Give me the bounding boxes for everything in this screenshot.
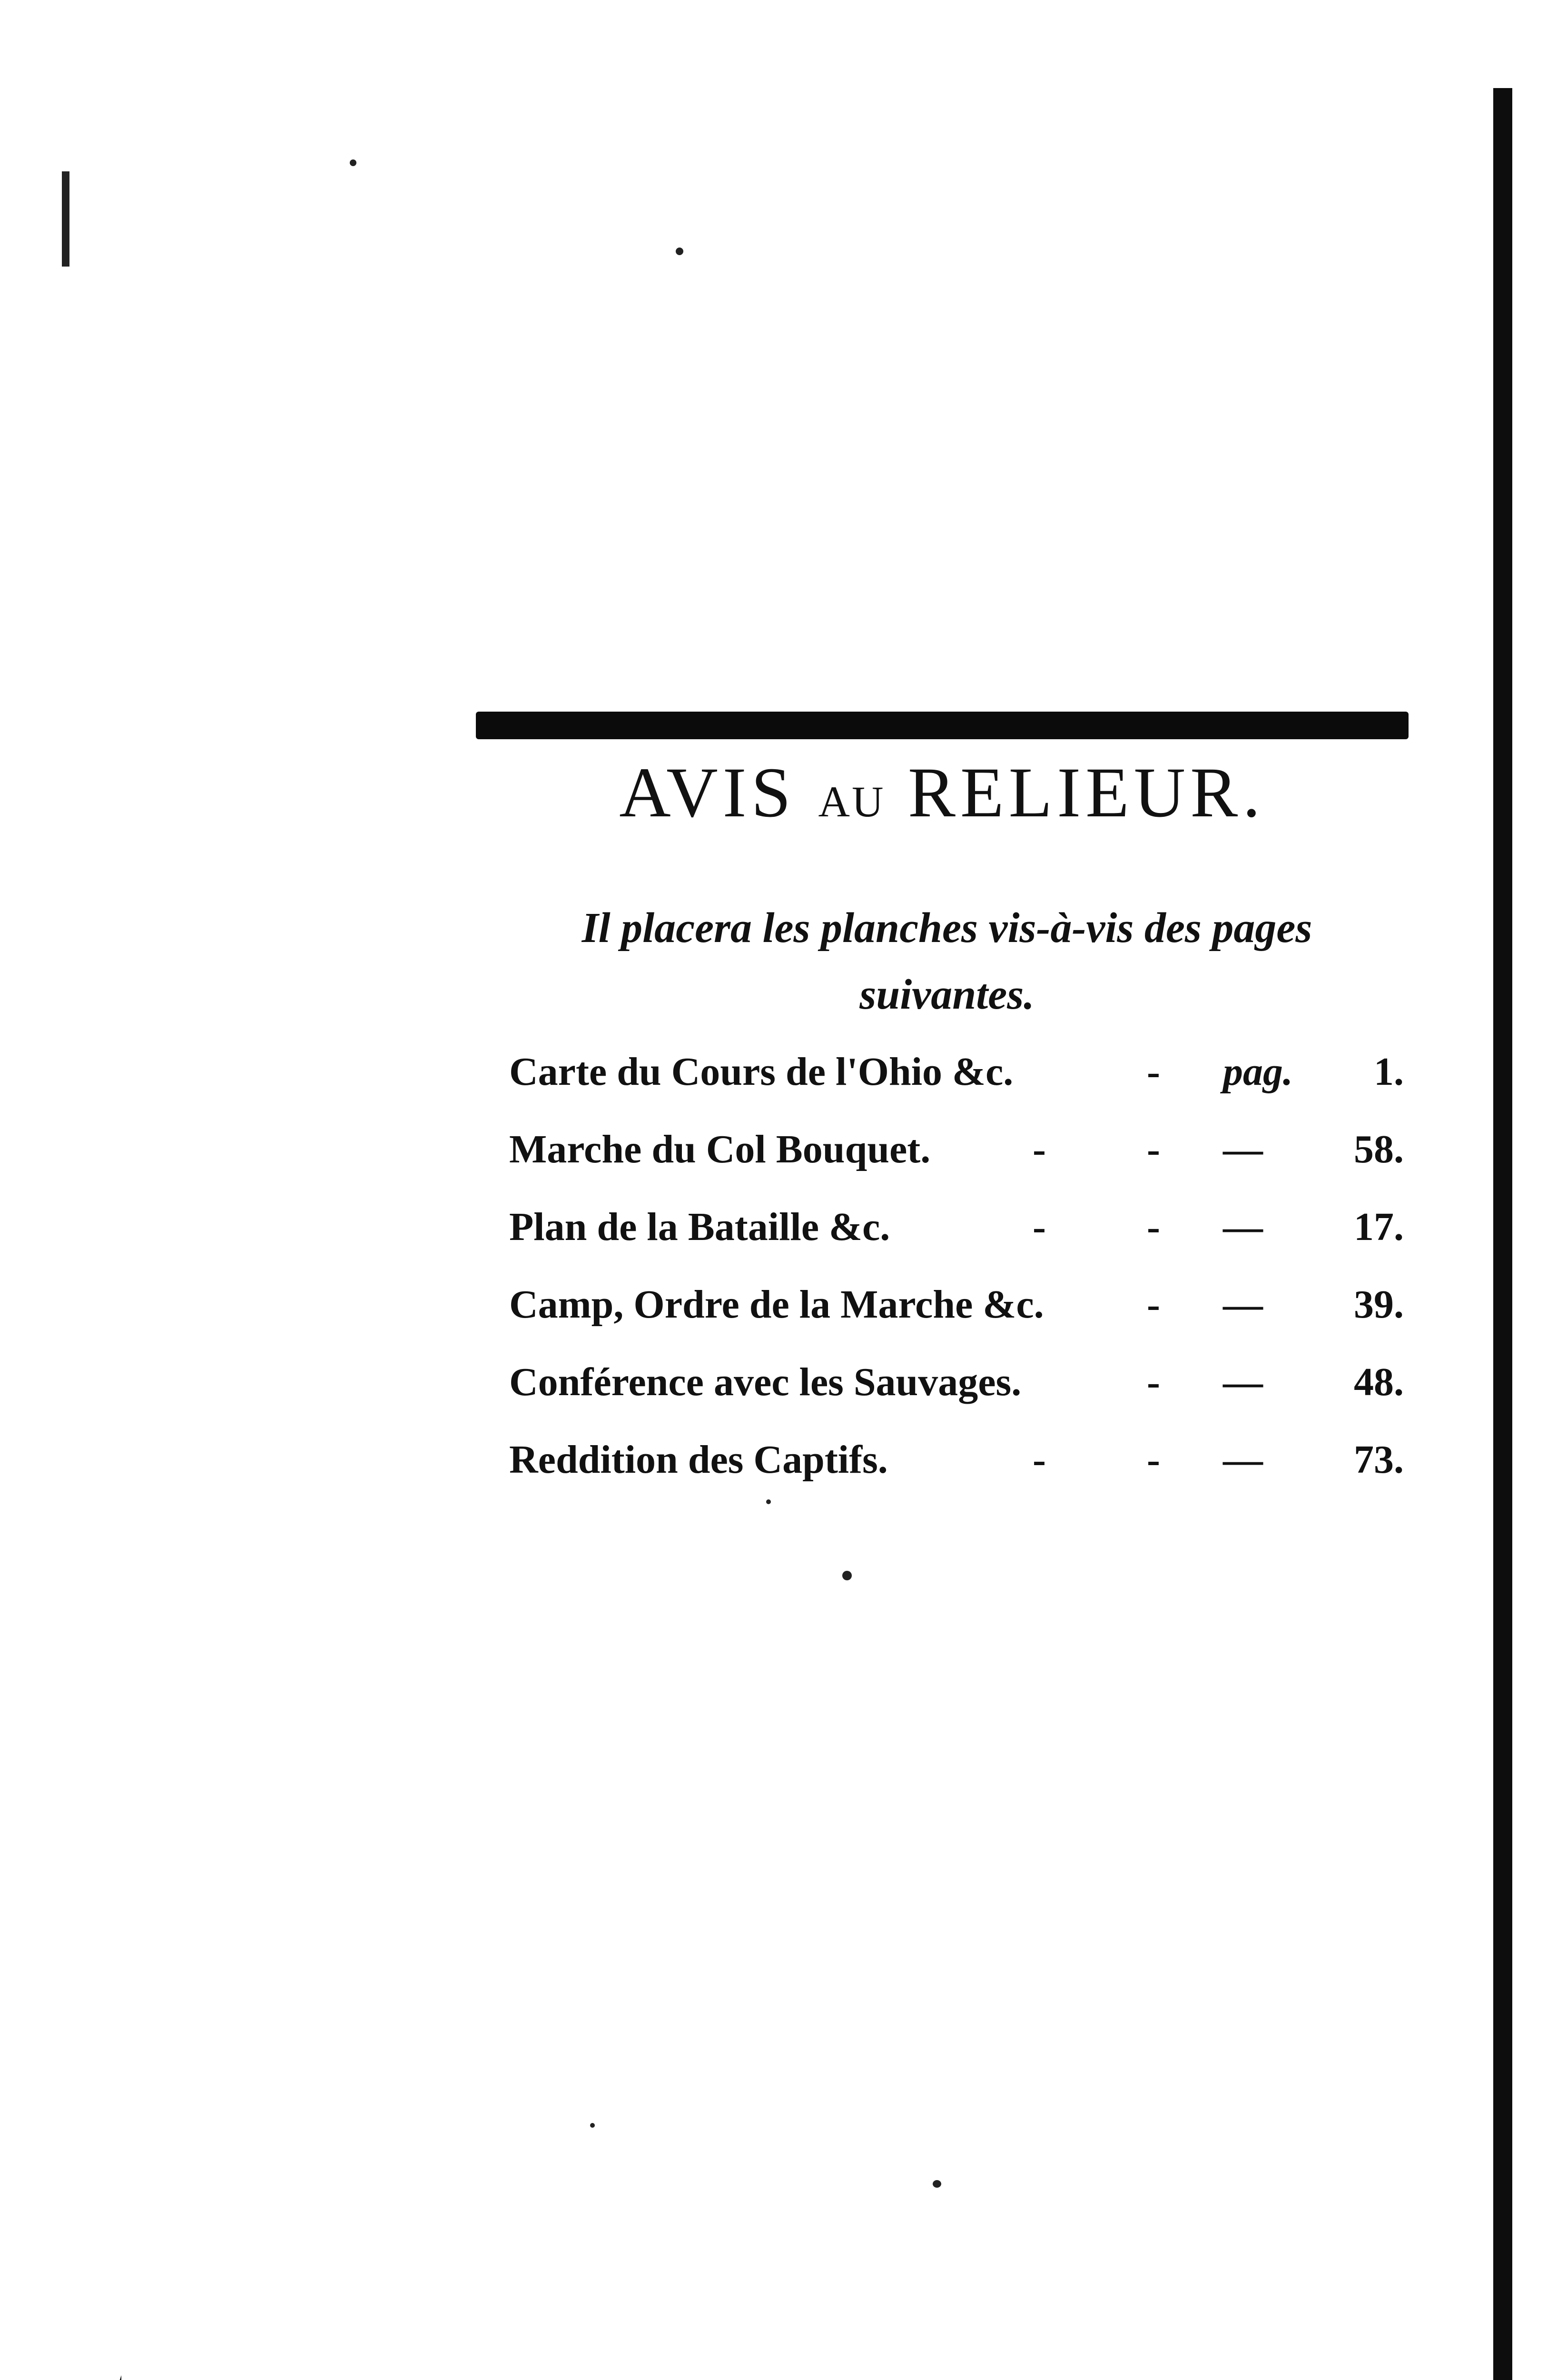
paper-speck [590, 2123, 595, 2128]
plate-dot: - [1033, 1205, 1046, 1249]
paper-speck [766, 1499, 771, 1504]
plate-page-ref: — [1223, 1127, 1263, 1171]
plate-title: Reddition des Captifs. [509, 1438, 888, 1482]
paper-speck [842, 1571, 852, 1580]
plate-dot: - [1033, 1127, 1046, 1171]
plate-title: Carte du Cours de l'Ohio &c. [509, 1050, 1014, 1094]
plate-title: Plan de la Bataille &c. [509, 1205, 890, 1249]
plate-page-number: 48. [1354, 1360, 1404, 1404]
plate-page-number: 17. [1354, 1205, 1404, 1249]
title-word-au: AU [818, 777, 886, 826]
page-title [476, 753, 1409, 832]
paper-speck [933, 2180, 941, 2188]
plate-page-ref: — [1223, 1438, 1263, 1482]
margin-ink-mark [62, 171, 69, 267]
plate-row [509, 1188, 1404, 1266]
binder-instruction [495, 895, 1399, 1028]
plate-page-number: 73. [1354, 1438, 1404, 1482]
plate-row [509, 1343, 1404, 1421]
instruction-line-2: suivantes. [859, 971, 1035, 1018]
plate-title: Marche du Col Bouquet. [509, 1127, 931, 1171]
plate-dot: - [1033, 1438, 1046, 1482]
title-word-relieur: RELIEUR. [907, 753, 1265, 832]
plate-page-ref: — [1223, 1360, 1263, 1404]
plate-page-number: 58. [1354, 1127, 1404, 1171]
title-word-avis: AVIS [619, 753, 796, 832]
plate-page-ref: — [1223, 1205, 1263, 1249]
plate-row [509, 1111, 1404, 1188]
plate-dot: - [1147, 1205, 1160, 1249]
plate-list [509, 1033, 1404, 1498]
plate-dot: - [1147, 1127, 1160, 1171]
paper-speck [676, 248, 683, 255]
plate-dot: - [1147, 1282, 1160, 1327]
plate-title: Conférence avec les Sauvages. [509, 1360, 1022, 1404]
plate-title: Camp, Ordre de la Marche &c. [509, 1282, 1044, 1327]
plate-dot: - [1147, 1050, 1160, 1094]
plate-dot: - [1147, 1438, 1160, 1482]
margin-ink-corner [83, 2375, 121, 2380]
instruction-line-1: Il placera les planches vis-à-vis des pages [581, 904, 1312, 952]
plate-row [509, 1033, 1404, 1111]
binding-edge-rule [1493, 88, 1512, 2380]
plate-page-number: 39. [1354, 1282, 1404, 1327]
plate-page-ref: pag. [1223, 1050, 1293, 1094]
plate-row [509, 1421, 1404, 1498]
plate-row [509, 1266, 1404, 1343]
header-rule [476, 712, 1409, 739]
paper-speck [350, 159, 356, 166]
plate-page-ref: — [1223, 1282, 1263, 1327]
plate-dot: - [1147, 1360, 1160, 1404]
plate-page-number: 1. [1374, 1050, 1404, 1094]
